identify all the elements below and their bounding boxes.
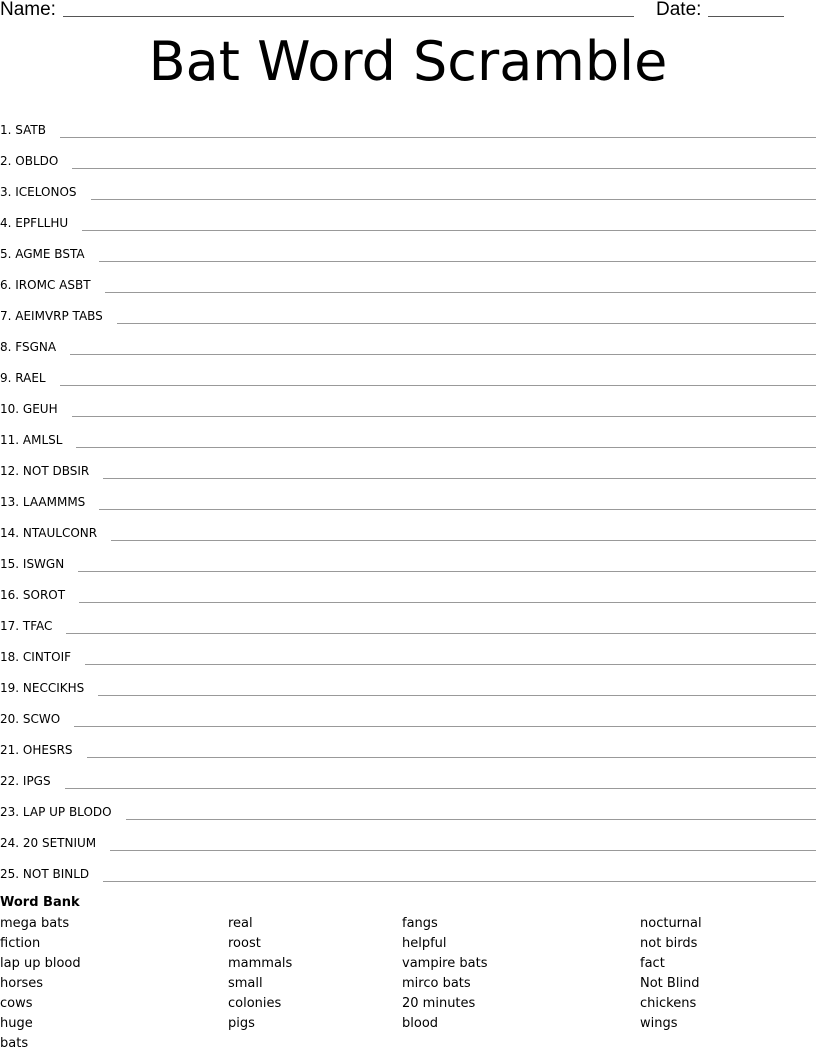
- answer-line[interactable]: [111, 540, 816, 541]
- word-bank-item: fangs: [402, 916, 438, 931]
- word-bank-item: horses: [0, 976, 44, 991]
- word-bank-item: blood: [402, 1016, 439, 1031]
- question-row: [0, 172, 816, 203]
- answer-line[interactable]: [72, 416, 816, 417]
- scrambled-word: 5. AGME BSTA: [0, 247, 85, 261]
- date-label: Date:: [656, 0, 702, 20]
- scrambled-word: 15. ISWGN: [0, 557, 65, 571]
- word-bank-column: [402, 914, 487, 1034]
- question-row: [0, 699, 816, 730]
- scrambled-word: 23. LAP UP BLODO: [0, 805, 112, 819]
- answer-line[interactable]: [103, 881, 816, 882]
- answer-line[interactable]: [74, 726, 816, 727]
- word-bank-item: huge: [0, 1016, 33, 1031]
- scrambled-word: 11. AMLSL: [0, 433, 63, 447]
- answer-line[interactable]: [79, 602, 816, 603]
- answer-line[interactable]: [60, 385, 816, 386]
- question-row: [0, 513, 816, 544]
- question-row: [0, 544, 816, 575]
- question-row: [0, 761, 816, 792]
- question-row: [0, 668, 816, 699]
- scrambled-word: 19. NECCIKHS: [0, 681, 85, 695]
- word-bank-column: [228, 914, 292, 1034]
- scrambled-word: 20. SCWO: [0, 712, 61, 726]
- question-row: [0, 792, 816, 823]
- question-row: [0, 110, 816, 141]
- scrambled-word: 2. OBLDO: [0, 154, 59, 168]
- scrambled-word: 1. SATB: [0, 123, 46, 137]
- question-row: [0, 296, 816, 327]
- answer-line[interactable]: [91, 199, 816, 200]
- scrambled-word: 12. NOT DBSIR: [0, 464, 90, 478]
- question-row: [0, 854, 816, 885]
- word-bank-item: mammals: [228, 956, 293, 971]
- answer-line[interactable]: [60, 137, 816, 138]
- word-bank-item: colonies: [228, 996, 282, 1011]
- scrambled-word: 6. IROMC ASBT: [0, 278, 91, 292]
- scrambled-word: 22. IPGS: [0, 774, 51, 788]
- word-bank-item: helpful: [402, 936, 447, 951]
- scrambled-word: 13. LAAMMMS: [0, 495, 86, 509]
- answer-line[interactable]: [65, 788, 816, 789]
- question-row: [0, 203, 816, 234]
- answer-line[interactable]: [82, 230, 816, 231]
- word-bank-item: not birds: [640, 936, 698, 951]
- question-row: [0, 451, 816, 482]
- scrambled-word: 14. NTAULCONR: [0, 526, 98, 540]
- answer-line[interactable]: [103, 478, 816, 479]
- scrambled-word: 9. RAEL: [0, 371, 46, 385]
- question-row: [0, 420, 816, 451]
- word-bank-item: pigs: [228, 1016, 255, 1031]
- name-label: Name:: [0, 0, 56, 20]
- scrambled-word: 8. FSGNA: [0, 340, 57, 354]
- date-field[interactable]: [708, 16, 784, 17]
- answer-line[interactable]: [99, 261, 816, 262]
- word-bank-item: roost: [228, 936, 261, 951]
- word-bank-item: mirco bats: [402, 976, 471, 991]
- word-bank-item: fact: [640, 956, 665, 971]
- scrambled-word: 16. SOROT: [0, 588, 66, 602]
- word-bank-item: mega bats: [0, 916, 70, 931]
- word-bank-item: fiction: [0, 936, 41, 951]
- word-bank-item: real: [228, 916, 253, 931]
- question-row: [0, 730, 816, 761]
- answer-line[interactable]: [66, 633, 816, 634]
- page-title: Bat Word Scramble: [148, 30, 668, 93]
- question-row: [0, 823, 816, 854]
- word-bank-column: [640, 914, 702, 1034]
- question-row: [0, 265, 816, 296]
- answer-line[interactable]: [85, 664, 816, 665]
- answer-line[interactable]: [126, 819, 816, 820]
- answer-line[interactable]: [70, 354, 816, 355]
- scrambled-word: 4. EPFLLHU: [0, 216, 69, 230]
- word-bank-item: cows: [0, 996, 33, 1011]
- answer-line[interactable]: [117, 323, 816, 324]
- answer-line[interactable]: [98, 695, 816, 696]
- scrambled-word: 7. AEIMVRP TABS: [0, 309, 103, 323]
- word-bank-item: lap up blood: [0, 956, 81, 971]
- answer-line[interactable]: [87, 757, 816, 758]
- word-bank-item: 20 minutes: [402, 996, 476, 1011]
- question-row: [0, 606, 816, 637]
- word-bank-item: small: [228, 976, 263, 991]
- name-field[interactable]: [63, 16, 634, 17]
- word-bank-item: Not Blind: [640, 976, 700, 991]
- word-bank-item: chickens: [640, 996, 697, 1011]
- scrambled-word: 10. GEUH: [0, 402, 58, 416]
- word-bank-item: wings: [640, 1016, 678, 1031]
- header: [0, 0, 816, 22]
- scrambled-word: 17. TFAC: [0, 619, 53, 633]
- scrambled-word: 3. ICELONOS: [0, 185, 77, 199]
- question-row: [0, 234, 816, 265]
- scrambled-word: 25. NOT BINLD: [0, 867, 90, 881]
- question-row: [0, 637, 816, 668]
- answer-line[interactable]: [110, 850, 816, 851]
- scrambled-word: 24. 20 SETNIUM: [0, 836, 97, 850]
- question-row: [0, 482, 816, 513]
- scrambled-word: 21. OHESRS: [0, 743, 73, 757]
- answer-line[interactable]: [105, 292, 816, 293]
- word-bank-item: nocturnal: [640, 916, 702, 931]
- word-bank-item: vampire bats: [402, 956, 488, 971]
- word-bank-title: Word Bank: [0, 895, 80, 910]
- scrambled-word: 18. CINTOIF: [0, 650, 72, 664]
- answer-line[interactable]: [72, 168, 816, 169]
- question-row: [0, 389, 816, 420]
- question-row: [0, 575, 816, 606]
- answer-line[interactable]: [99, 509, 816, 510]
- question-row: [0, 358, 816, 389]
- word-bank-column: [0, 914, 81, 1054]
- word-bank-item: bats: [0, 1036, 29, 1051]
- answer-line[interactable]: [76, 447, 816, 448]
- question-row: [0, 327, 816, 358]
- answer-line[interactable]: [78, 571, 816, 572]
- question-row: [0, 141, 816, 172]
- question-list: [0, 110, 816, 885]
